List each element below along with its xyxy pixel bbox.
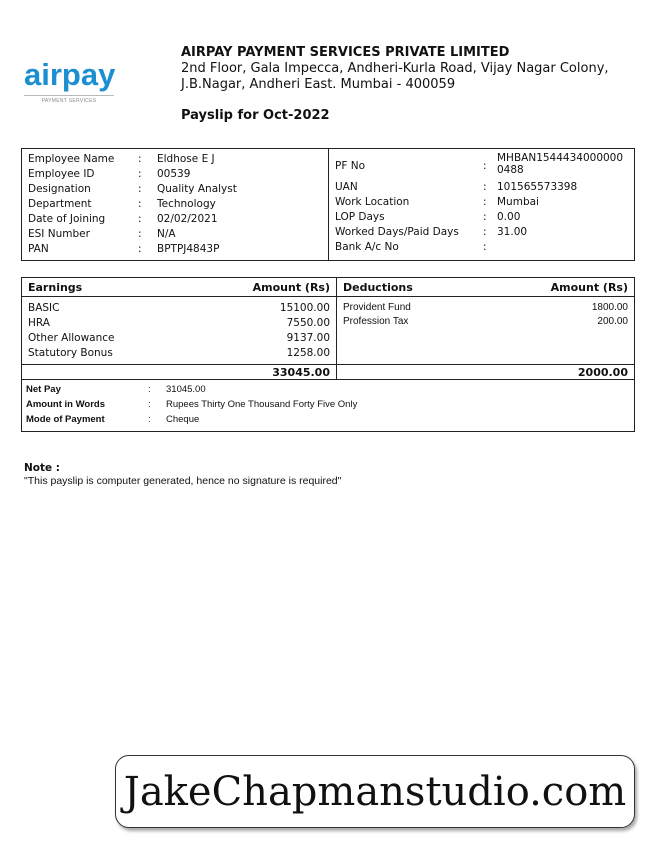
mode-of-payment-row <box>26 412 630 427</box>
watermark-banner: JakeChapmanstudio.com <box>115 755 635 828</box>
field-value: 0.00 <box>497 211 521 223</box>
company-address-line2: J.B.Nagar, Andheri East. Mumbai - 400059 <box>181 77 456 92</box>
employee-field-row <box>335 240 628 255</box>
field-separator: : <box>138 243 142 255</box>
deductions-item-label: Provident Fund <box>343 302 411 313</box>
earnings-item-amount: 9137.00 <box>286 332 330 344</box>
employee-field-row <box>28 167 322 182</box>
field-label: Employee ID <box>28 168 95 180</box>
employee-field-row <box>28 182 322 197</box>
payslip-title: Payslip for Oct-2022 <box>181 108 330 123</box>
field-value: 02/02/2021 <box>157 213 218 225</box>
field-separator: : <box>483 211 487 223</box>
employee-field-row <box>335 152 628 180</box>
field-label: LOP Days <box>335 211 385 223</box>
field-label: ESI Number <box>28 228 90 240</box>
field-separator: : <box>483 159 487 172</box>
field-separator: : <box>138 153 142 165</box>
deductions-item-amount: 1800.00 <box>591 302 628 313</box>
employee-field-row <box>28 152 322 167</box>
field-label: Bank A/c No <box>335 241 399 253</box>
field-separator: : <box>138 183 142 195</box>
earnings-deductions-table <box>21 277 635 432</box>
field-separator: : <box>483 226 487 238</box>
field-value: Mumbai <box>497 196 539 208</box>
company-address-line1: 2nd Floor, Gala Impecca, Andheri-Kurla Road, Vijay Nagar Colony, <box>181 61 609 76</box>
net-pay-separator: : <box>148 384 151 395</box>
deductions-item-label: Profession Tax <box>343 316 409 327</box>
company-name: AIRPAY PAYMENT SERVICES PRIVATE LIMITED <box>181 45 510 60</box>
employee-field-row <box>28 242 322 257</box>
note-section <box>24 462 341 487</box>
company-logo <box>24 58 116 104</box>
earnings-total-spacer <box>22 365 155 380</box>
deductions-total: 2000.00 <box>469 365 635 380</box>
earnings-labels <box>22 297 155 365</box>
employee-details-left <box>22 149 329 261</box>
earnings-header: Earnings <box>22 278 155 297</box>
mode-of-payment-label: Mode of Payment <box>26 414 105 425</box>
employee-field-row <box>335 195 628 210</box>
field-separator: : <box>138 198 142 210</box>
deductions-item-amount: 200.00 <box>597 316 628 327</box>
earnings-amount-header: Amount (Rs) <box>154 278 337 297</box>
field-label: Date of Joining <box>28 213 106 225</box>
field-label: Department <box>28 198 92 210</box>
earnings-item-label: Statutory Bonus <box>28 347 113 359</box>
field-value: Technology <box>157 198 216 210</box>
employee-details-right <box>329 149 635 261</box>
field-value <box>497 240 628 255</box>
amount-in-words-row <box>26 397 630 412</box>
employee-field-row <box>28 212 322 227</box>
field-separator: : <box>483 181 487 193</box>
earnings-amounts <box>154 297 337 365</box>
field-separator: : <box>138 228 142 240</box>
logo-wordmark: airpay <box>24 57 116 92</box>
field-label: Employee Name <box>28 153 115 165</box>
earnings-item-label: HRA <box>28 317 50 329</box>
company-header <box>181 45 641 93</box>
employee-field-row <box>335 225 628 240</box>
net-pay-label: Net Pay <box>26 384 61 395</box>
field-value: MHBAN15444340000000488 <box>497 152 624 176</box>
mode-of-payment-separator: : <box>148 414 151 425</box>
field-label: Worked Days/Paid Days <box>335 226 459 238</box>
field-label: PAN <box>28 243 49 255</box>
field-value: N/A <box>157 228 176 240</box>
net-pay-block <box>22 380 635 432</box>
deductions-total-spacer <box>337 365 470 380</box>
amount-in-words-separator: : <box>148 399 151 410</box>
field-separator: : <box>483 241 487 253</box>
note-text: "This payslip is computer generated, hence no signature is required" <box>24 475 342 487</box>
earnings-item-amount: 1258.00 <box>286 347 330 359</box>
employee-field-row <box>335 180 628 195</box>
field-separator: : <box>483 196 487 208</box>
employee-field-row <box>28 227 322 242</box>
field-value: Quality Analyst <box>157 183 237 195</box>
field-value: BPTPJ4843P <box>157 243 220 255</box>
field-separator: : <box>138 168 142 180</box>
field-label: Work Location <box>335 196 410 208</box>
logo-divider <box>24 95 114 96</box>
deductions-header: Deductions <box>337 278 470 297</box>
deductions-amount-header: Amount (Rs) <box>469 278 635 297</box>
field-value: 00539 <box>157 168 191 180</box>
net-pay-value: 31045.00 <box>166 384 206 395</box>
field-value: Eldhose E J <box>157 153 215 165</box>
amount-in-words-value: Rupees Thirty One Thousand Forty Five Only <box>166 399 358 410</box>
earnings-total: 33045.00 <box>154 365 337 380</box>
field-value: 101565573398 <box>497 181 578 193</box>
amount-in-words-label: Amount in Words <box>26 399 105 410</box>
field-value: 31.00 <box>497 226 528 238</box>
net-pay-row <box>26 382 630 397</box>
employee-details-table <box>21 148 635 261</box>
note-title: Note : <box>24 462 60 474</box>
mode-of-payment-value: Cheque <box>166 414 200 425</box>
logo-subtitle: PAYMENT SERVICES <box>41 98 97 104</box>
employee-field-row <box>28 197 322 212</box>
field-label: Designation <box>28 183 91 195</box>
field-label: PF No <box>335 159 365 172</box>
earnings-item-label: BASIC <box>28 302 60 314</box>
employee-field-row <box>335 210 628 225</box>
deductions-amounts <box>469 297 635 365</box>
earnings-item-amount: 15100.00 <box>279 302 330 314</box>
field-separator: : <box>138 213 142 225</box>
field-label: UAN <box>335 181 358 193</box>
deductions-labels <box>337 297 470 365</box>
earnings-item-amount: 7550.00 <box>286 317 330 329</box>
earnings-item-label: Other Allowance <box>28 332 115 344</box>
